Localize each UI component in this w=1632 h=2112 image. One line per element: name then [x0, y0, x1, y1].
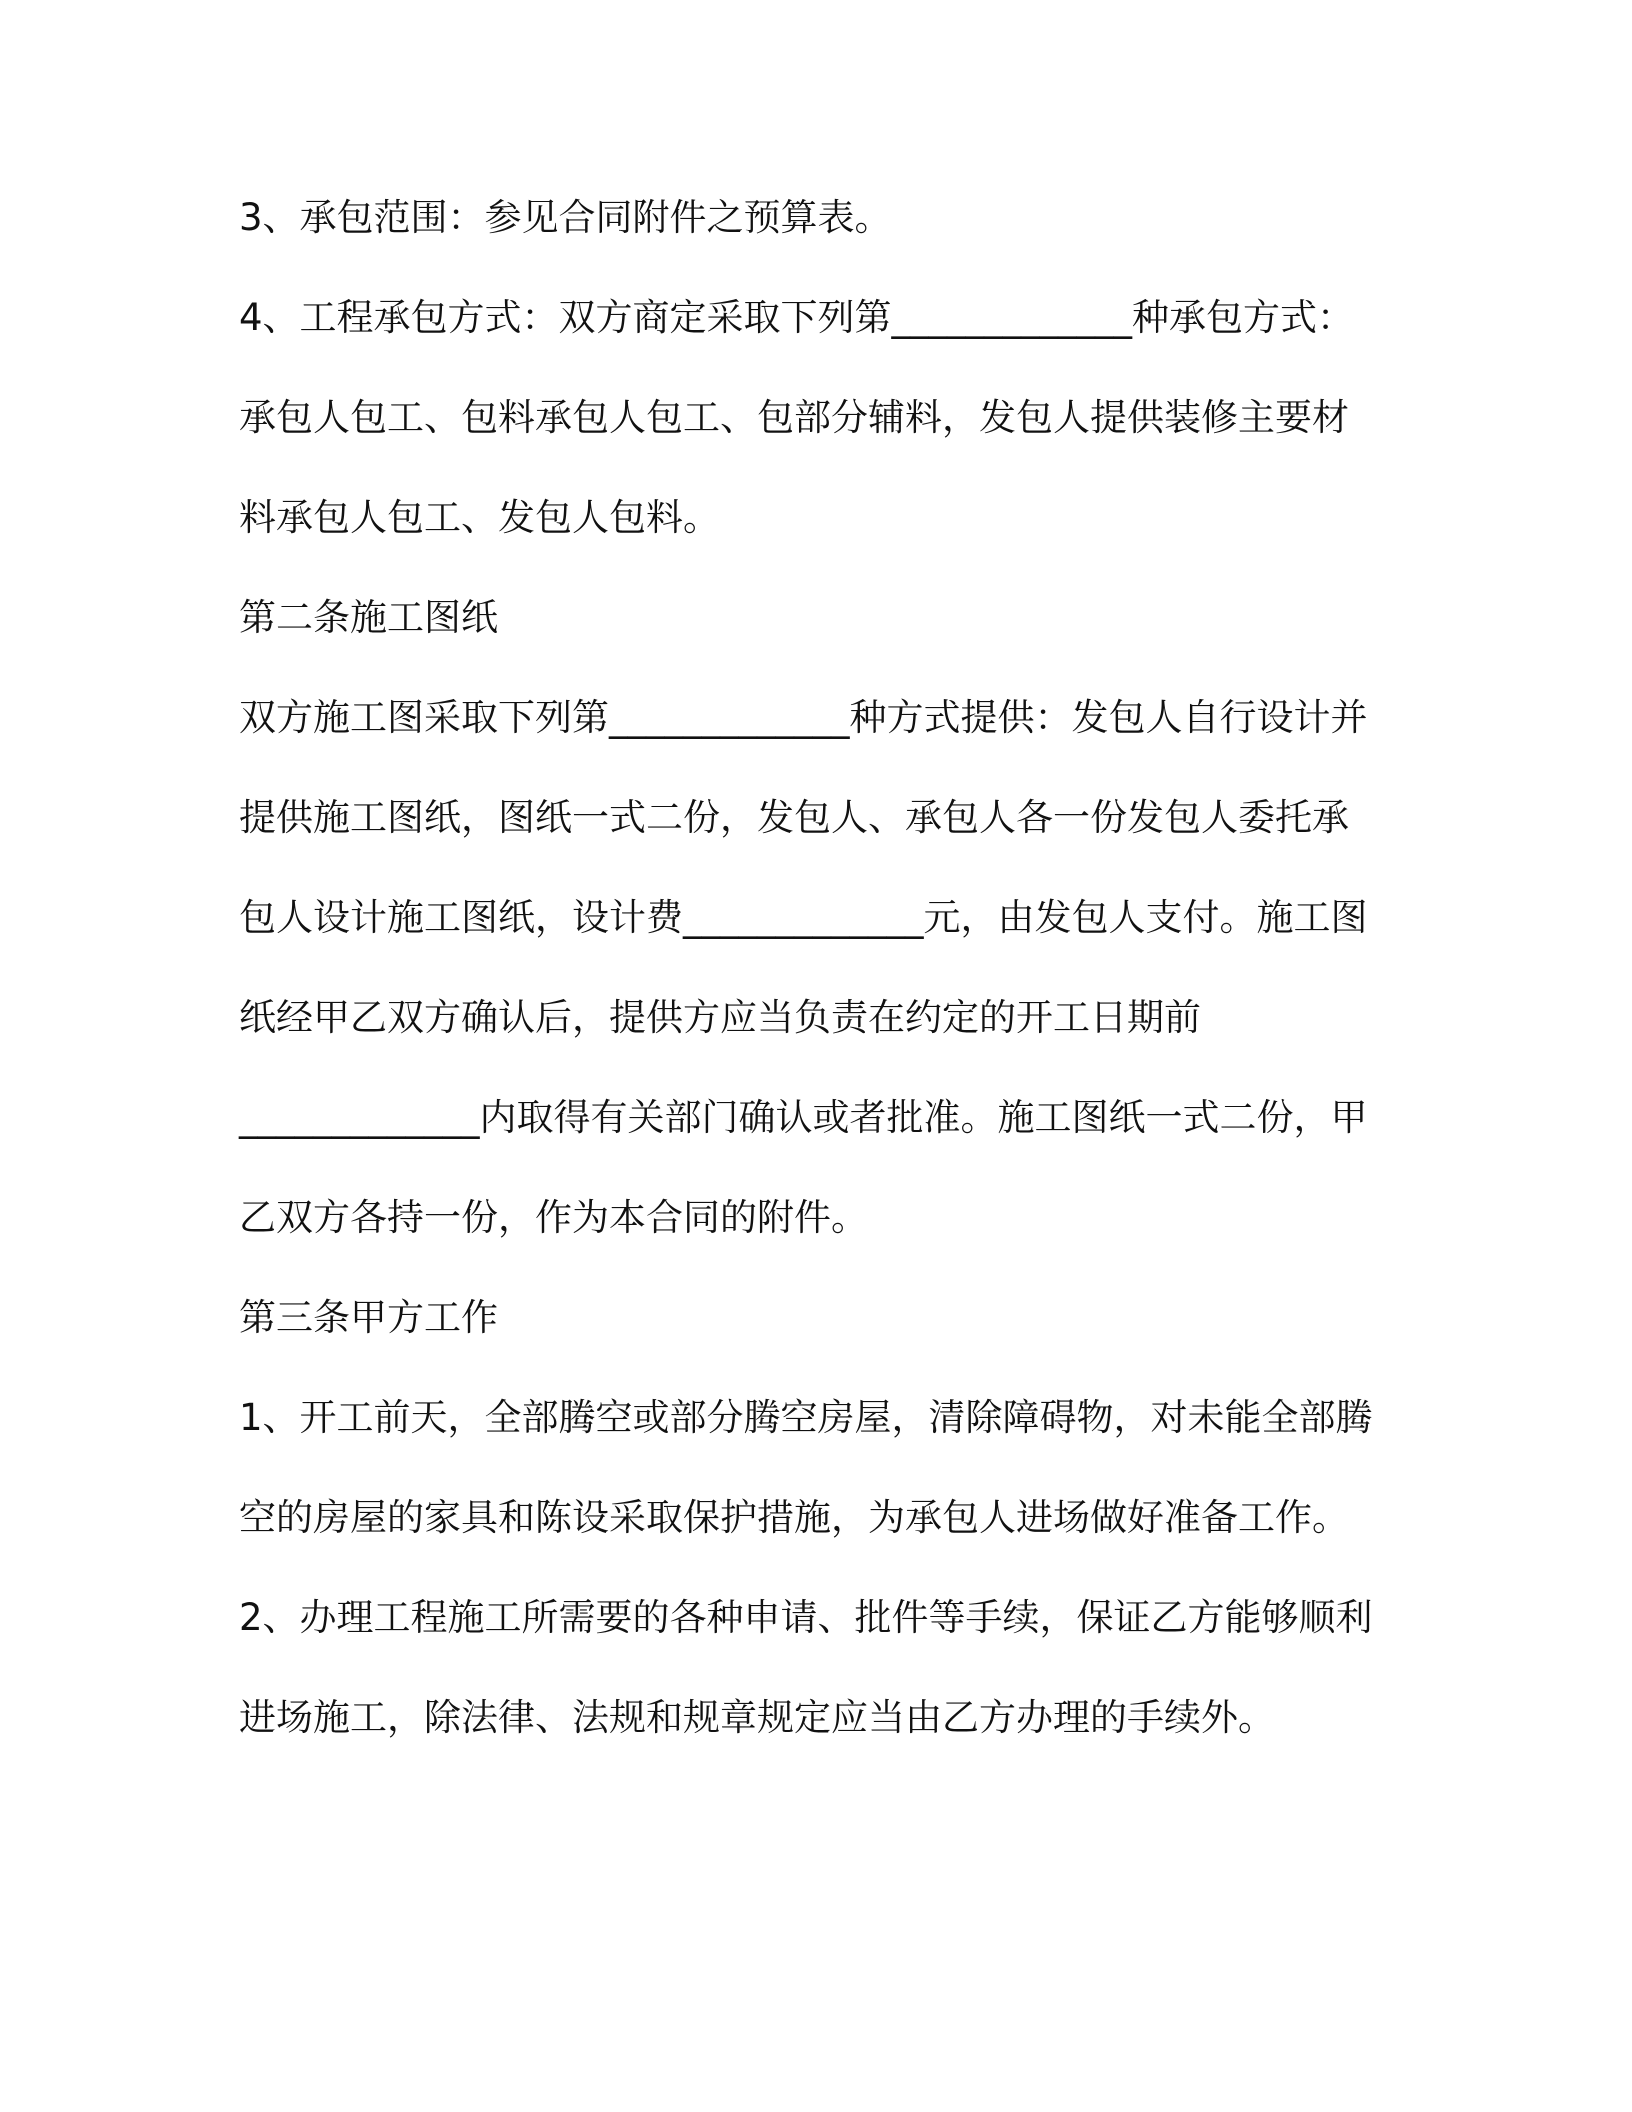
clause-scope-line: 3、承包范围：参见合同附件之预算表。 [239, 196, 892, 239]
drawings-paragraph-line-4: 纸经甲乙双方确认后，提供方应当负责在约定的开工日期前 [239, 996, 1201, 1039]
party-a-item-1-line-2: 空的房屋的家具和陈设采取保护措施，为承包人进场做好准备工作。 [239, 1496, 1349, 1539]
drawings-paragraph-line-6: 乙双方各持一份，作为本合同的附件。 [239, 1196, 868, 1239]
section-heading-party-a: 第三条甲方工作 [239, 1296, 498, 1339]
drawings-paragraph-line-5: _____________内取得有关部门确认或者批准。施工图纸一式二份，甲 [239, 1096, 1368, 1139]
party-a-item-1-line-1: 1、开工前天，全部腾空或部分腾空房屋，清除障碍物，对未能全部腾 [239, 1396, 1373, 1439]
clause-method-line-2: 承包人包工、包料承包人包工、包部分辅料，发包人提供装修主要材 [239, 396, 1349, 439]
clause-method-line-3: 料承包人包工、发包人包料。 [239, 496, 720, 539]
clause-method-line-1: 4、工程承包方式：双方商定采取下列第_____________种承包方式： [239, 296, 1355, 339]
drawings-paragraph-line-3: 包人设计施工图纸，设计费_____________元，由发包人支付。施工图 [239, 896, 1368, 939]
party-a-item-2-line-2: 进场施工，除法律、法规和规章规定应当由乙方办理的手续外。 [239, 1696, 1275, 1739]
drawings-paragraph-line-2: 提供施工图纸，图纸一式二份，发包人、承包人各一份发包人委托承 [239, 796, 1349, 839]
party-a-item-2-line-1: 2、办理工程施工所需要的各种申请、批件等手续，保证乙方能够顺利 [239, 1596, 1373, 1639]
drawings-paragraph-line-1: 双方施工图采取下列第_____________种方式提供：发包人自行设计并 [239, 696, 1368, 739]
section-heading-drawings: 第二条施工图纸 [239, 596, 498, 639]
